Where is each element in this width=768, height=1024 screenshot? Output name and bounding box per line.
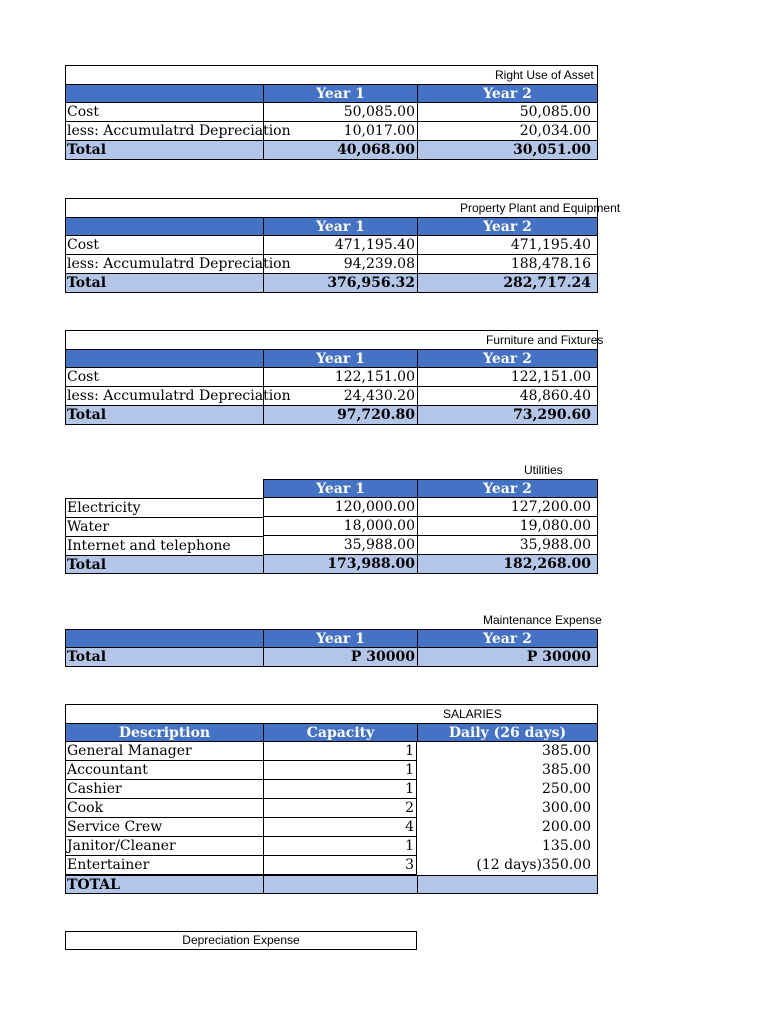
table-row: [65, 799, 598, 818]
header-row: [65, 217, 598, 236]
header-row: [65, 479, 598, 498]
year2-value: 122,151.00: [417, 368, 598, 387]
header-blank-cell: [65, 629, 263, 648]
row-label: Internet and telephone: [65, 536, 263, 555]
total-row: [65, 141, 598, 160]
table-row: [65, 103, 598, 122]
daily-value: 300.00: [417, 799, 598, 818]
utilities-table: [65, 461, 598, 576]
table-row: [65, 122, 598, 141]
position-label: Cashier: [65, 780, 263, 799]
header-row: [65, 723, 598, 742]
capacity-value: 1: [263, 761, 417, 780]
year2-value: 127,200.00: [417, 498, 598, 517]
year1-value: 50,085.00: [263, 103, 417, 122]
capacity-value: 1: [263, 780, 417, 799]
capacity-value: 2: [263, 799, 417, 818]
year2-value: 471,195.40: [417, 236, 598, 255]
position-label: General Manager: [65, 742, 263, 761]
table-row: [65, 761, 598, 780]
year2-total: 73,290.60: [417, 406, 598, 425]
maintenance-expense-table: [65, 611, 602, 669]
year1-header: Year 1: [263, 217, 417, 236]
capacity-total: [263, 875, 417, 894]
year1-value: 10,017.00: [263, 122, 417, 141]
total-label: Total: [65, 141, 263, 160]
header-blank-cell: [65, 217, 263, 236]
table-caption-row: [65, 65, 598, 84]
year1-header: Year 1: [263, 349, 417, 368]
year2-value: 20,034.00: [417, 122, 598, 141]
total-row: [65, 274, 598, 293]
year1-header: Year 1: [263, 479, 417, 498]
capacity-value: 1: [263, 837, 417, 856]
year1-value: 471,195.40: [263, 236, 417, 255]
year1-value: 35,988.00: [263, 536, 417, 555]
table-caption-row: [65, 704, 598, 723]
row-label: less: Accumulatrd Depreciation: [67, 388, 291, 404]
daily-value: 385.00: [417, 742, 598, 761]
year2-total: 282,717.24: [417, 274, 598, 293]
year2-total: 30,051.00: [417, 141, 598, 160]
year1-total: 173,988.00: [263, 555, 417, 574]
table-row: [65, 837, 598, 856]
table-row: [65, 236, 598, 255]
total-label: Total: [65, 274, 263, 293]
year2-header: Year 2: [417, 479, 598, 498]
table-row: [65, 498, 598, 517]
table-caption-row: [65, 198, 621, 217]
capacity-value: 4: [263, 818, 417, 837]
table-caption: Maintenance Expense: [483, 613, 602, 627]
table-caption: Depreciation Expense: [182, 933, 300, 947]
year1-value: 94,239.08: [263, 255, 417, 274]
year2-total: 182,268.00: [417, 555, 598, 574]
furniture-fixtures-table: [65, 330, 604, 425]
daily-rate-header: Daily (26 days): [417, 723, 598, 742]
daily-value: 250.00: [417, 780, 598, 799]
table-row: [65, 742, 598, 761]
year2-header: Year 2: [417, 217, 598, 236]
header-row: [65, 84, 598, 103]
position-label: Janitor/Cleaner: [65, 837, 263, 856]
table-caption: Property Plant and Equipment: [460, 201, 621, 215]
table-row: [65, 856, 598, 875]
row-label: less: Accumulatrd Depreciation: [67, 256, 291, 272]
capacity-value: 3: [263, 856, 417, 875]
year2-value: 48,860.40: [417, 387, 598, 406]
position-label: Accountant: [65, 761, 263, 780]
table-caption: Right Use of Asset: [495, 68, 594, 82]
table-row: [65, 818, 598, 837]
capacity-header: Capacity: [263, 723, 417, 742]
daily-value: (12 days)350.00: [417, 856, 598, 875]
year1-header: Year 1: [263, 629, 417, 648]
table-caption-row: [65, 330, 604, 349]
row-label: Cost: [65, 236, 263, 255]
table-row: [65, 387, 598, 406]
table-row: [65, 517, 598, 536]
total-label: Total: [65, 555, 263, 574]
year1-total: P 30000: [263, 648, 417, 667]
year1-total: 40,068.00: [263, 141, 417, 160]
salaries-table: [65, 704, 598, 895]
table-row: [65, 255, 598, 274]
table-caption: Furniture and Fixtures: [486, 333, 604, 347]
daily-total: [417, 875, 598, 894]
total-row: [65, 406, 598, 425]
total-row: [65, 648, 598, 667]
depreciation-expense-table: [65, 931, 417, 950]
header-row: [65, 349, 598, 368]
header-blank-cell: [65, 349, 263, 368]
daily-value: 385.00: [417, 761, 598, 780]
row-label: Water: [65, 517, 263, 536]
daily-value: 135.00: [417, 837, 598, 856]
year1-value: 24,430.20: [263, 387, 417, 406]
table-row: [65, 536, 598, 555]
position-label: Service Crew: [65, 818, 263, 837]
year1-total: 376,956.32: [263, 274, 417, 293]
description-header: Description: [65, 723, 263, 742]
table-caption: SALARIES: [443, 707, 502, 721]
year2-header: Year 2: [417, 629, 598, 648]
position-label: Cook: [65, 799, 263, 818]
daily-value: 200.00: [417, 818, 598, 837]
table-caption: Utilities: [524, 463, 563, 477]
row-label: Cost: [65, 103, 263, 122]
position-label: Entertainer: [65, 856, 263, 875]
row-label: less: Accumulatrd Depreciation: [67, 123, 291, 139]
header-row: [65, 629, 598, 648]
total-label: Total: [65, 648, 263, 667]
year2-value: 35,988.00: [417, 536, 598, 555]
header-blank-cell: [65, 84, 263, 103]
table-row: [65, 368, 598, 387]
total-label: TOTAL: [65, 875, 263, 894]
year2-value: 19,080.00: [417, 517, 598, 536]
property-plant-equipment-table: [65, 198, 621, 293]
year1-value: 122,151.00: [263, 368, 417, 387]
total-label: Total: [65, 406, 263, 425]
row-label: Electricity: [65, 498, 263, 517]
row-label: Cost: [65, 368, 263, 387]
total-row: [65, 875, 598, 894]
year2-total: P 30000: [417, 648, 598, 667]
year1-value: 18,000.00: [263, 517, 417, 536]
table-row: [65, 780, 598, 799]
year2-value: 50,085.00: [417, 103, 598, 122]
year1-total: 97,720.80: [263, 406, 417, 425]
year2-value: 188,478.16: [417, 255, 598, 274]
year1-value: 120,000.00: [263, 498, 417, 517]
total-row: [65, 555, 598, 574]
right-use-of-asset-table: [65, 65, 598, 160]
year2-header: Year 2: [417, 84, 598, 103]
year1-header: Year 1: [263, 84, 417, 103]
year2-header: Year 2: [417, 349, 598, 368]
capacity-value: 1: [263, 742, 417, 761]
